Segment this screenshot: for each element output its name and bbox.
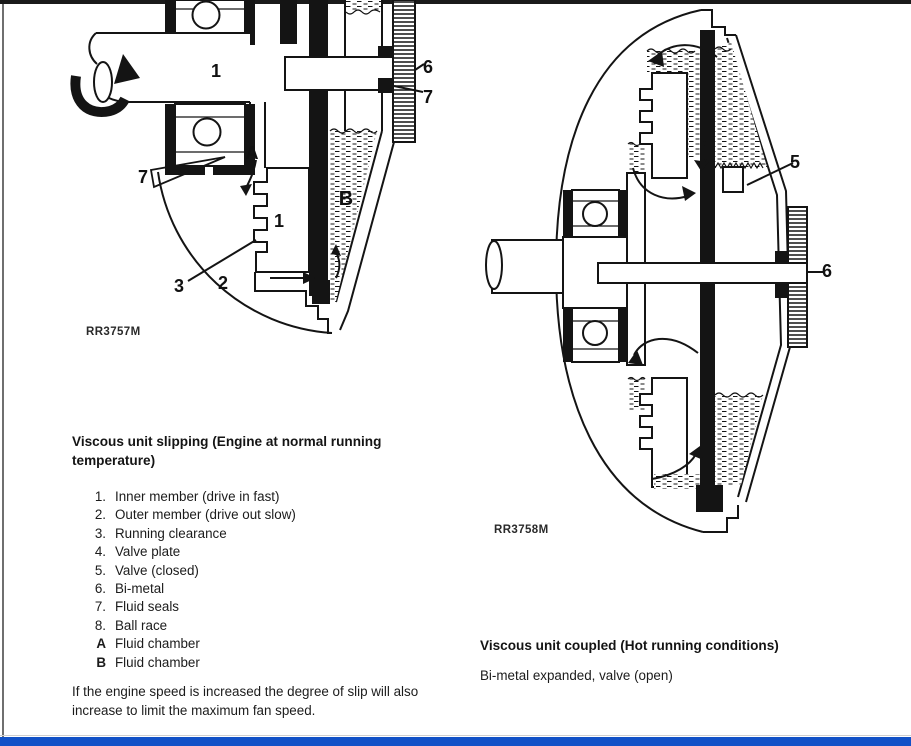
input-shaft	[486, 240, 563, 293]
fluid-seals	[165, 166, 255, 175]
legend-item: 2. Outer member (drive out slow)	[94, 507, 296, 523]
right-caption-subtitle: Bi-metal expanded, valve (open)	[480, 668, 673, 683]
callout-bimetal: 6	[422, 57, 434, 77]
page-left-rule	[2, 4, 4, 746]
seal-upper	[775, 251, 788, 263]
callout-bimetal: 6	[821, 261, 833, 281]
ball-bearing-bottom	[165, 104, 255, 166]
callout-inner-member: 1	[273, 211, 285, 231]
legend-item: B Fluid chamber	[96, 654, 200, 670]
drive-plate-foot	[696, 485, 723, 512]
inner-member-top	[640, 73, 687, 178]
callout-chamber-a: A	[245, 143, 259, 163]
legend-item: 1. Inner member (drive in fast)	[94, 489, 280, 504]
figure-ref-right: RR3758M	[494, 524, 549, 536]
left-caption-title: Viscous unit slipping (Engine at normal running temperature)	[72, 434, 382, 468]
seal-right	[378, 78, 393, 93]
legend-item: 5. Valve (closed)	[94, 562, 199, 578]
right-caption-title: Viscous unit coupled (Hot running conditions)	[480, 638, 779, 653]
drive-plate	[309, 0, 328, 296]
legend-item: 6. Bi-metal	[94, 581, 165, 597]
legend-item: 3. Running clearance	[94, 525, 227, 541]
callout-outer-member: 2	[217, 273, 229, 293]
drive-plate	[700, 30, 715, 487]
legend-item: 7. Fluid seals	[94, 599, 180, 615]
ball-bearing-top	[563, 190, 628, 237]
valve-plate-bar	[598, 263, 807, 283]
page-bottom-accent-bar	[0, 737, 911, 746]
callout-running-clearance: 3	[173, 276, 185, 296]
figure-slipping-diagram	[60, 0, 450, 345]
callout-shaft: 1	[210, 61, 222, 81]
inner-member-bottom	[640, 378, 687, 487]
callout-seals-left: 7	[137, 167, 149, 187]
figure-coupled-diagram	[480, 5, 910, 540]
bimetal-coil	[393, 0, 415, 142]
seal-lower	[775, 283, 788, 298]
slip-note: If the engine speed is increased the degree of slip will also increase to limit the maximum fan speed.	[72, 684, 419, 718]
seal-upper	[378, 46, 392, 57]
bottom-hairline	[0, 735, 911, 736]
legend-item: 8. Ball race	[94, 617, 168, 633]
callout-chamber-b: B	[338, 188, 354, 210]
parts-legend	[88, 488, 296, 672]
fluid-top	[628, 42, 767, 177]
callout-seal-right: 7	[422, 87, 434, 107]
callout-valve: 5	[789, 152, 801, 172]
legend-item: 4. Valve plate	[94, 544, 181, 560]
valve-open	[723, 167, 743, 192]
figure-ref-left: RR3757M	[86, 326, 141, 338]
ball-bearing-bottom	[563, 308, 628, 362]
legend-item: A Fluid chamber	[96, 636, 200, 652]
seal-block-bottom	[312, 280, 330, 304]
plate-top-bar	[280, 0, 297, 44]
